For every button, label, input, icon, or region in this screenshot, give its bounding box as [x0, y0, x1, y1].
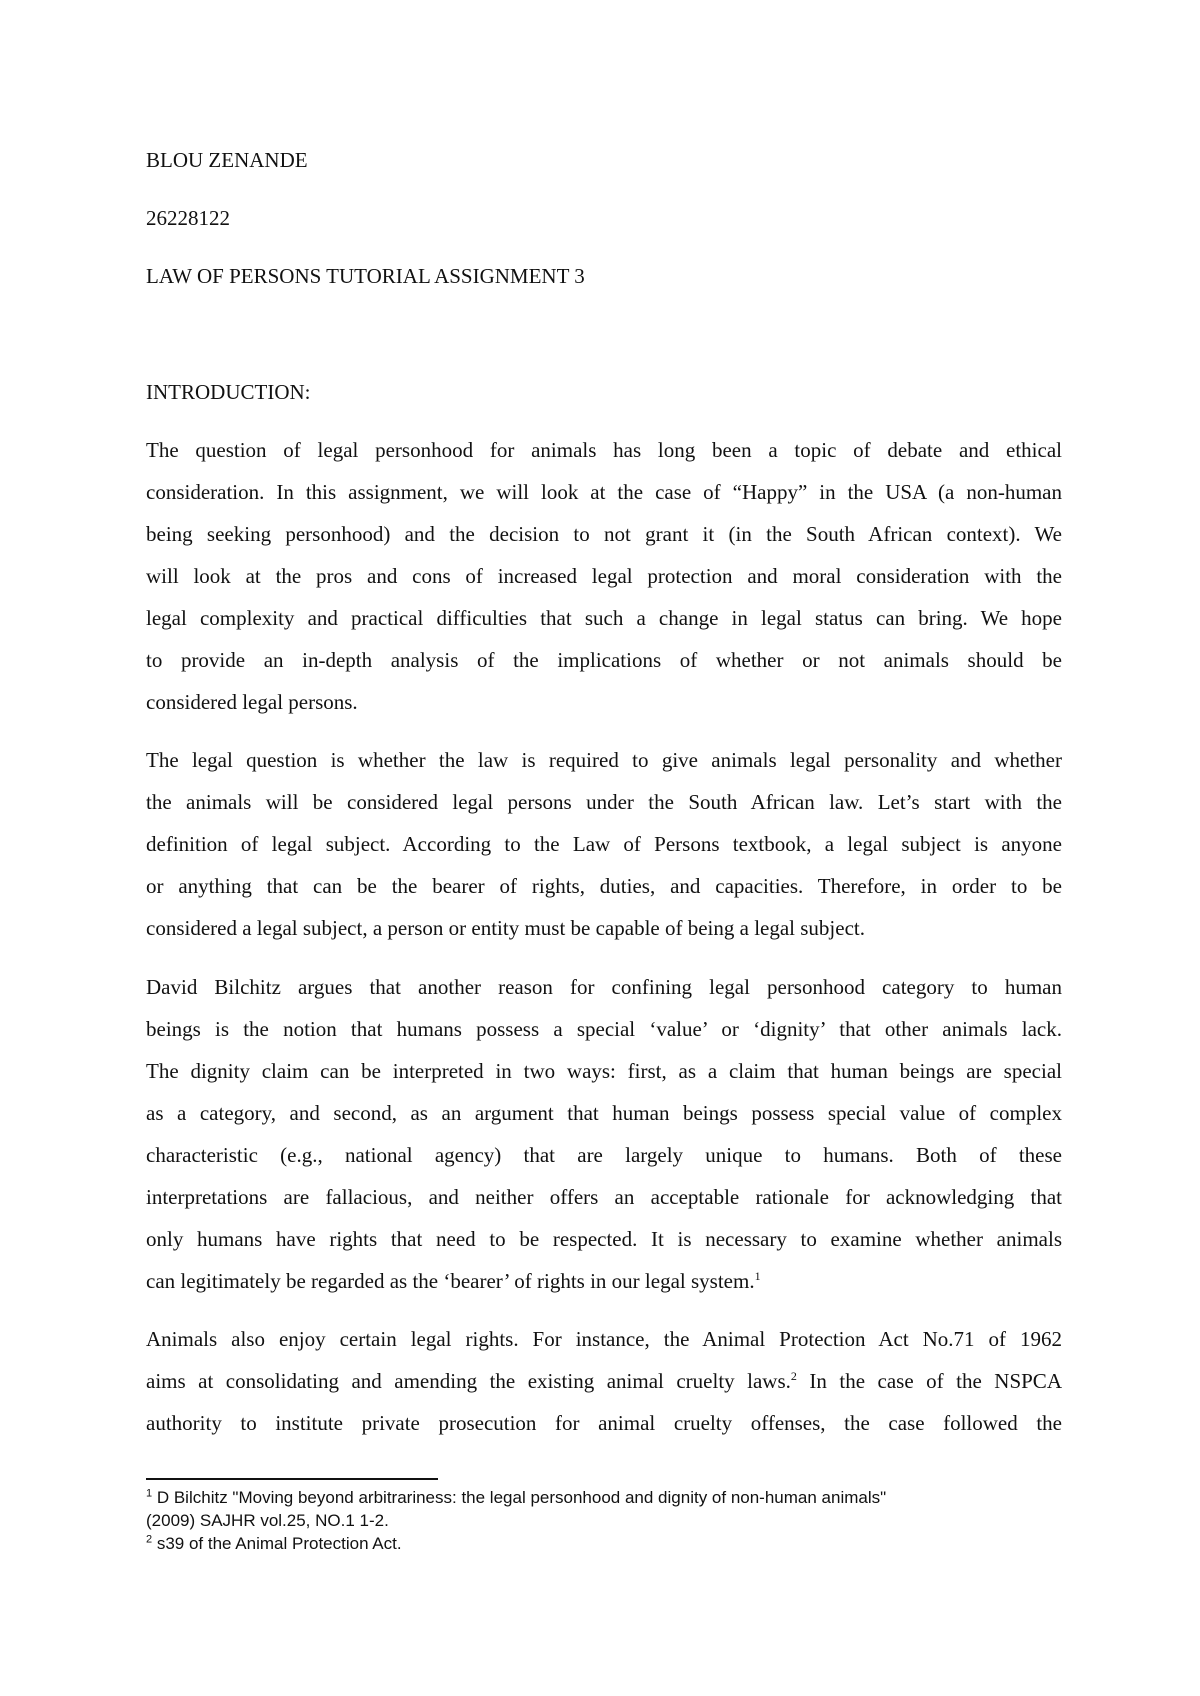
footnote-ref-2: 2 [790, 1369, 797, 1383]
paragraph-3-line: David Bilchitz argues that another reason for confining legal personhood category to human [146, 975, 1062, 999]
paragraph-3-last-line [146, 1267, 761, 1295]
paragraph-2-line: definition of legal subject. According to the Law of Persons textbook, a legal subject is anyone [146, 832, 1062, 856]
introduction-heading: INTRODUCTION: [146, 380, 311, 404]
footnote-divider [146, 1478, 438, 1480]
paragraph-1-line: considered legal persons. [146, 690, 358, 714]
paragraph-1-line: The question of legal personhood for animals has long been a topic of debate and ethical [146, 438, 1062, 462]
footnote-1-continued: (2009) SAJHR vol.25, NO.1 1-2. [146, 1511, 389, 1530]
assignment-title: LAW OF PERSONS TUTORIAL ASSIGNMENT 3 [146, 264, 585, 288]
paragraph-2-line: considered a legal subject, a person or entity must be capable of being a legal subject. [146, 916, 865, 940]
footnote-2-marker: 2 [146, 1533, 153, 1546]
paragraph-3-line: The dignity claim can be interpreted in two ways: first, as a claim that human beings are special [146, 1059, 1062, 1083]
paragraph-3-line: only humans have rights that need to be respected. It is necessary to examine whether animals [146, 1227, 1062, 1251]
paragraph-1-line: will look at the pros and cons of increased legal protection and moral consideration with the [146, 564, 1062, 588]
footnote-2-text: s39 of the Animal Protection Act. [152, 1534, 402, 1553]
paragraph-4-line: Animals also enjoy certain legal rights. For instance, the Animal Protection Act No.71 of 1962 [146, 1327, 1062, 1351]
student-number: 26228122 [146, 206, 230, 230]
paragraph-2-line: or anything that can be the bearer of rights, duties, and capacities. Therefore, in order to be [146, 874, 1062, 898]
paragraph-3-line: as a category, and second, as an argument that human beings possess special value of complex [146, 1101, 1062, 1125]
paragraph-4-line-2 [146, 1367, 1062, 1395]
paragraph-4-line-text: aims at consolidating and amending the existing animal cruelty laws. [146, 1369, 791, 1393]
paragraph-3-line: interpretations are fallacious, and neither offers an acceptable rationale for acknowledging that [146, 1185, 1062, 1209]
paragraph-1-line: being seeking personhood) and the decision to not grant it (in the South African context). We [146, 522, 1062, 546]
footnote-2 [146, 1533, 402, 1555]
paragraph-2-line: the animals will be considered legal persons under the South African law. Let’s start with the [146, 790, 1062, 814]
footnote-1-text: D Bilchitz "Moving beyond arbitrariness: the legal personhood and dignity of non-human animals" [152, 1488, 887, 1507]
paragraph-1-line: legal complexity and practical difficulties that such a change in legal status can bring. We hope [146, 606, 1062, 630]
paragraph-4-line: authority to institute private prosecution for animal cruelty offenses, the case followed the [146, 1411, 1062, 1435]
paragraph-3-line: characteristic (e.g., national agency) that are largely unique to humans. Both of these [146, 1143, 1062, 1167]
paragraph-3-line: beings is the notion that humans possess a special ‘value’ or ‘dignity’ that other animals lack. [146, 1017, 1062, 1041]
paragraph-3-line-text: can legitimately be regarded as the ‘bearer’ of rights in our legal system. [146, 1269, 755, 1293]
paragraph-1-line: to provide an in-depth analysis of the implications of whether or not animals should be [146, 648, 1062, 672]
paragraph-4-line-text: In the case of the NSPCA [796, 1369, 1062, 1393]
author-name: BLOU ZENANDE [146, 148, 308, 172]
footnote-ref-1: 1 [754, 1269, 761, 1283]
paragraph-1-line: consideration. In this assignment, we will look at the case of “Happy” in the USA (a non-human [146, 480, 1062, 504]
footnote-1 [146, 1487, 886, 1509]
paragraph-2-line: The legal question is whether the law is required to give animals legal personality and whether [146, 748, 1062, 772]
footnote-1-marker: 1 [146, 1487, 153, 1500]
